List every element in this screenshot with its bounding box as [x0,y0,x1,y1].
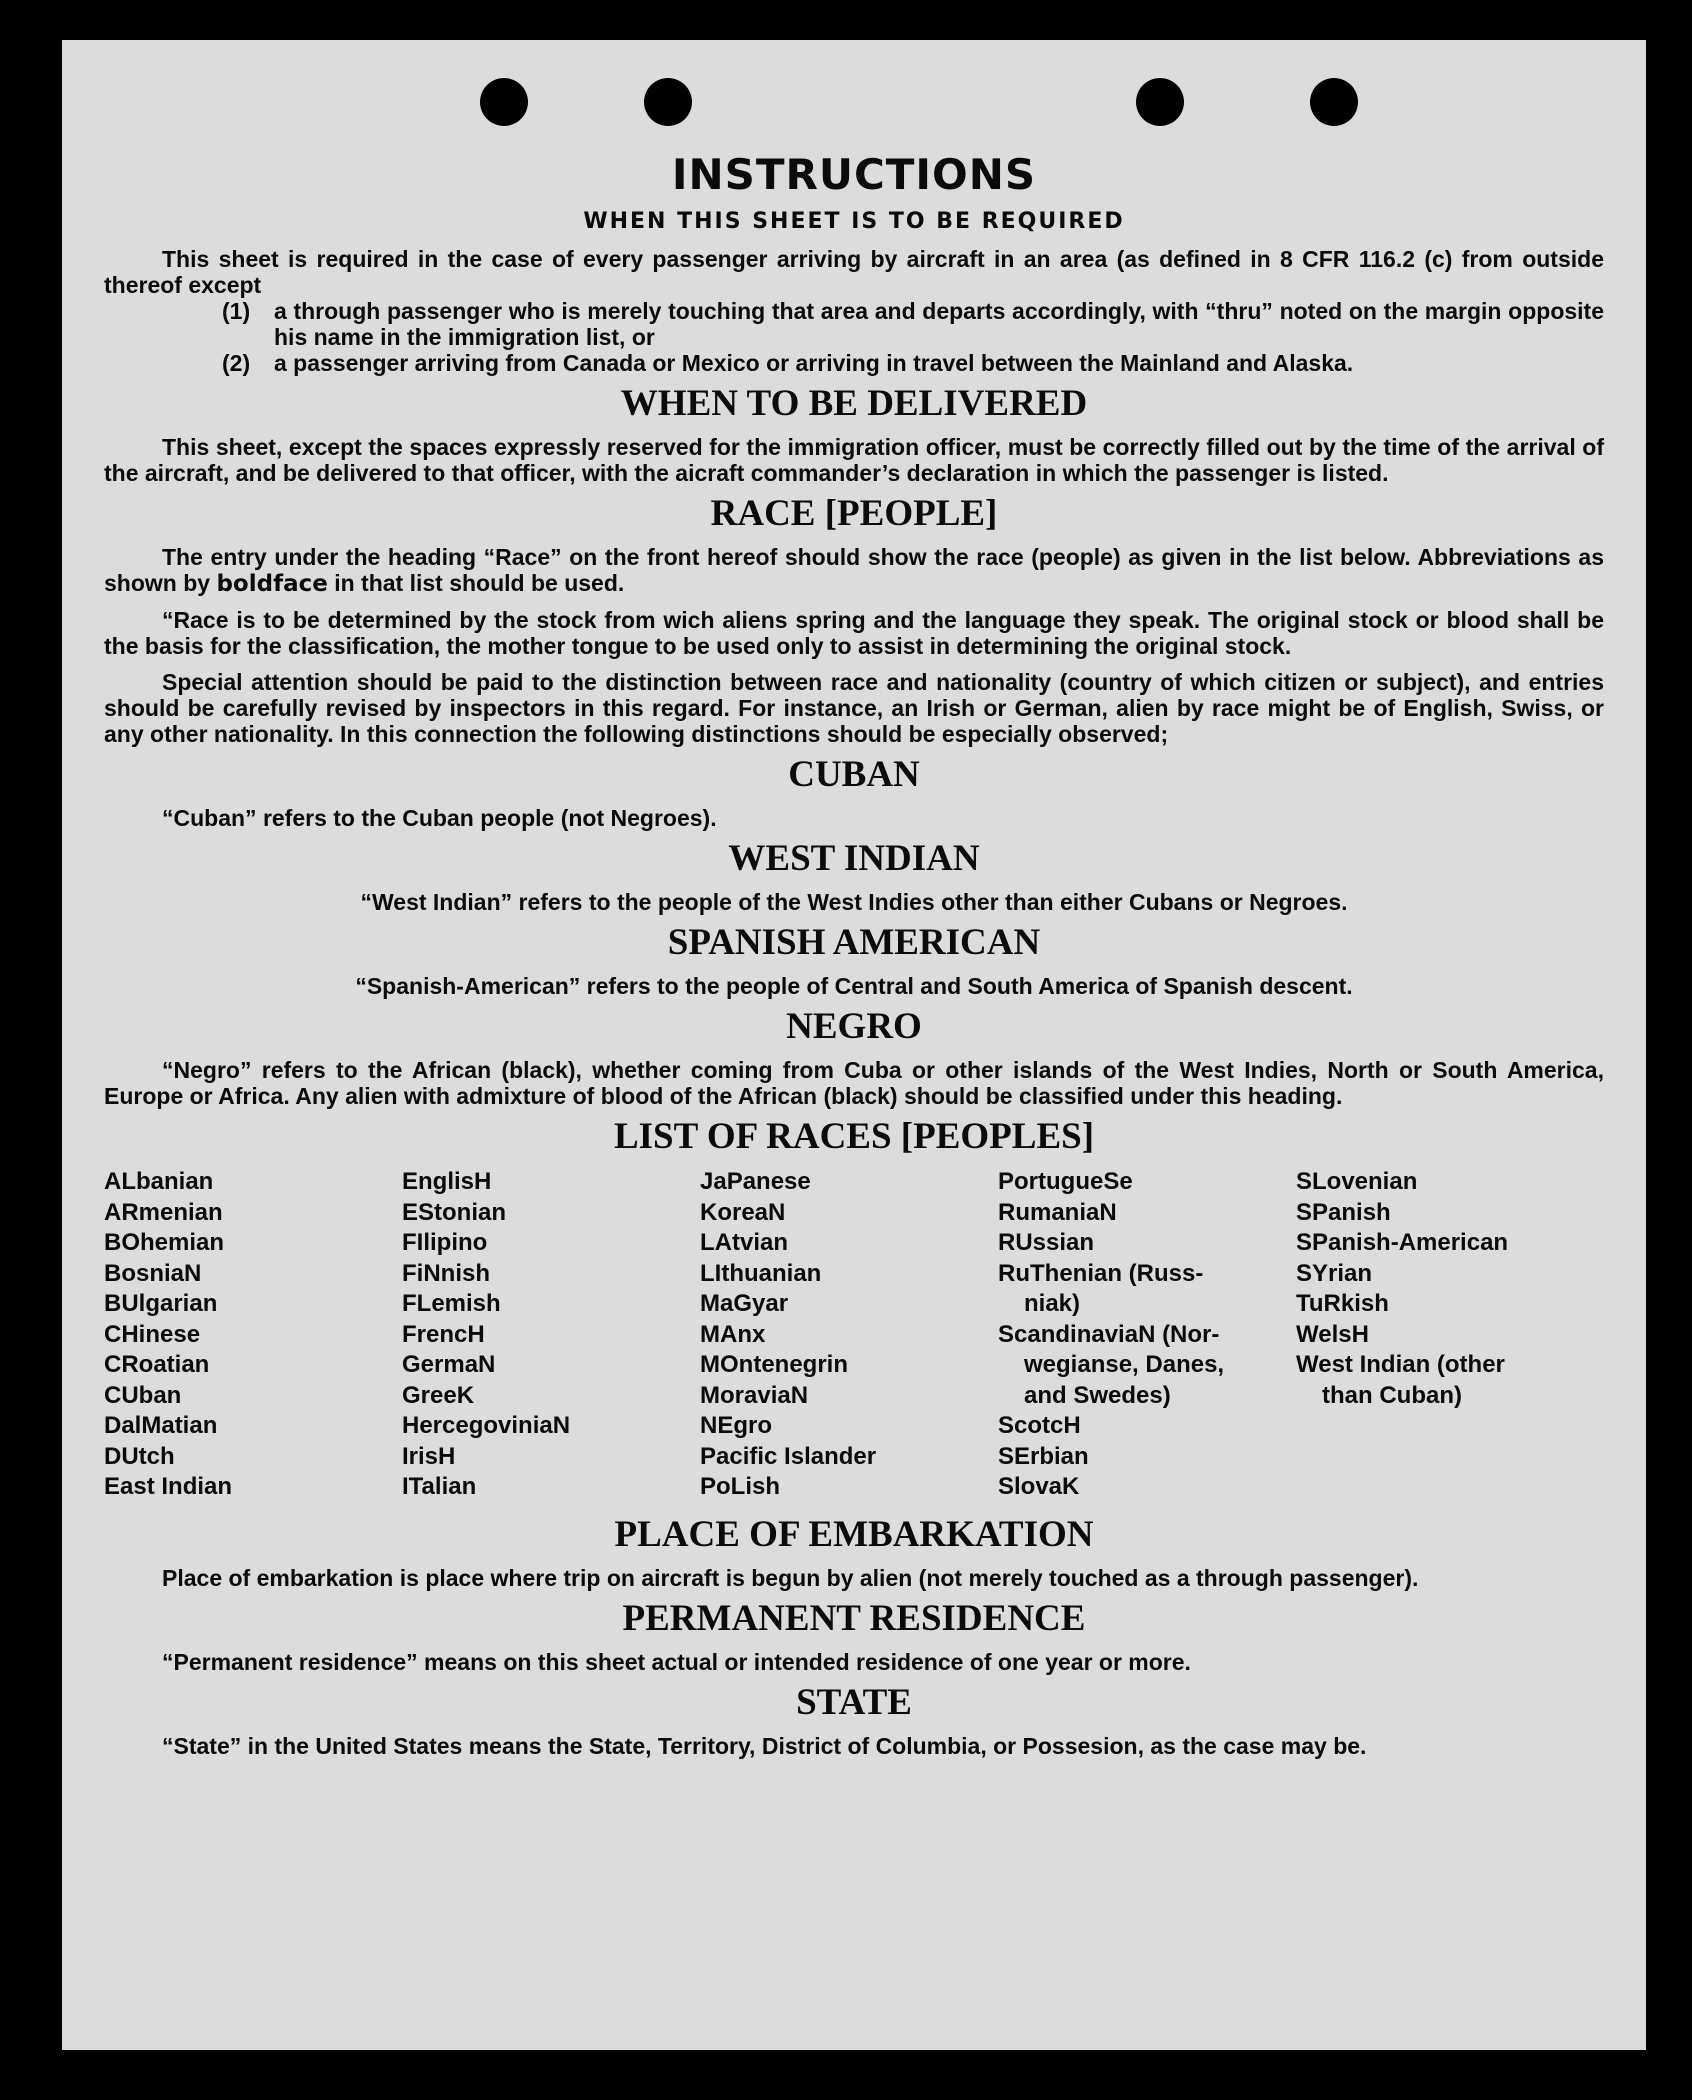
race-definition-paragraph: “Race is to be determined by the stock from wich aliens spring and the language they speak. The original stock or blood shall be the basis for the classification, the mother tongue to be used only to assist in determining the original stock. [104,607,1604,659]
exception-number: (1) [222,298,251,324]
spanish-american-heading: SPANISH AMERICAN [667,922,1041,963]
race-item: FIlipino [402,1229,488,1256]
race-item: FLemish [402,1290,501,1317]
race-item: Pacific Islander [700,1442,877,1470]
punch-hole [644,78,692,126]
race-list [104,1167,1604,1503]
race-item: CUban [104,1381,182,1409]
race-item: ITalian [402,1473,477,1500]
race-item: NEgro [700,1412,772,1439]
race-item: than Cuban) [1322,1381,1462,1409]
race-item: WelsH [1296,1320,1369,1348]
spanish-american-text: “Spanish-American” refers to the people of Central and South America of Spanish descent. [355,973,1353,999]
punch-hole [1310,78,1358,126]
punch-hole [480,78,528,126]
embarkation-text: Place of embarkation is place where trip on aircraft is begun by alien (not merely touched as a through passenger). [162,1564,1419,1591]
exception-number: (2) [222,350,251,376]
exception-text: a passenger arriving from Canada or Mexico or arriving in travel between the Mainland and Alaska. [274,350,1354,376]
page-subtitle: WHEN THIS SHEET IS TO BE REQUIRED [583,209,1125,234]
race-item: SYrian [1296,1259,1373,1287]
race-column [402,1167,700,1503]
cuban-heading: CUBAN [788,754,920,795]
race-column [998,1167,1296,1503]
race-item: KoreaN [700,1198,786,1226]
race-column [700,1167,998,1503]
race-item: SErbian [998,1442,1089,1470]
race-item: SPanish [1296,1198,1391,1226]
race-item: IrisH [402,1442,456,1470]
state-text: “State” in the United States means the State, Territory, District of Columbia, or Possesion, as the case may be. [162,1732,1367,1759]
race-item: MAnx [700,1320,766,1348]
race-item: ARmenian [104,1198,223,1226]
race-item: EnglisH [402,1168,492,1195]
race-item: MoraviaN [700,1381,809,1409]
page-title: INSTRUCTIONS [671,150,1037,199]
race-item: and Swedes) [1024,1381,1171,1409]
race-item: RUssian [998,1229,1095,1256]
race-item: MaGyar [700,1290,789,1317]
document-page [62,40,1646,2050]
delivered-paragraph: This sheet, except the spaces expressly reserved for the immigration officer, must be correctly filled out by the time of the arrival of the aircraft, and be delivered to that officer, with the aicraft commander’s declaration in which the passenger is listed. [104,434,1604,486]
race-item: GermaN [402,1351,496,1378]
race-item: niak) [1024,1290,1081,1317]
west-indian-heading: WEST INDIAN [728,838,980,879]
race-item: ALbanian [104,1168,214,1195]
race-item: HercegoviniaN [402,1412,571,1439]
negro-text: “Negro” refers to the African (black), whether coming from Cuba or other islands of the West Indies, North or South America, Europe or Africa. Any alien with admixture of blood of the African (black) should be classified under this heading. [104,1057,1604,1109]
race-item: EStonian [402,1198,507,1226]
race-item: East Indian [104,1473,233,1500]
race-column [104,1167,402,1503]
embarkation-heading: PLACE OF EMBARKATION [614,1513,1094,1555]
state-heading: STATE [796,1681,912,1723]
race-item: CHinese [104,1320,201,1348]
race-item: LIthuanian [700,1259,822,1287]
delivered-heading: WHEN TO BE DELIVERED [620,383,1088,424]
race-item: SLovenian [1296,1168,1418,1195]
race-item: LAtvian [700,1229,789,1256]
race-item: FrencH [402,1320,485,1348]
race-paragraph: The entry under the heading “Race” on the front hereof should show the race (people) as given in the list below. Abbreviations as shown by boldface in that list should be used. [104,544,1604,597]
race-item: BUlgarian [104,1290,218,1317]
race-item: DalMatian [104,1412,218,1439]
race-item: wegianse, Danes, [1024,1351,1225,1378]
boldface-word: boldface [216,571,328,597]
race-item: ScotcH [998,1412,1081,1439]
race-item: MOntenegrin [700,1351,848,1378]
punch-hole [1136,78,1184,126]
race-nationality-paragraph: Special attention should be paid to the distinction between race and nationality (country of which citizen or subject), and entries should be carefully revised by inspectors in this regard. For instance, an Irish or German, alien by race might be of English, Swiss, or any other nationality. In this connection the following distinctions should be especially observed; [104,669,1604,747]
race-item: GreeK [402,1381,475,1409]
exception-text: a through passenger who is merely touching that area and departs accordingly, with “thru” noted on the margin opposite his name in the immigration list, or [274,298,1604,350]
race-item: TuRkish [1296,1290,1389,1317]
race-item: CRoatian [104,1351,210,1378]
race-item: BOhemian [104,1229,225,1256]
race-item: ScandinaviaN (Nor- [998,1320,1220,1348]
race-heading: RACE [PEOPLE] [710,493,998,534]
race-item: RuThenian (Russ- [998,1259,1204,1287]
residence-text: “Permanent residence” means on this sheet actual or intended residence of one year or more. [162,1648,1191,1675]
race-item: DUtch [104,1442,175,1470]
race-item: RumaniaN [998,1198,1117,1226]
residence-heading: PERMANENT RESIDENCE [622,1597,1086,1639]
race-item: JaPanese [700,1168,811,1195]
exception-item [222,298,1604,350]
race-item: PoLish [700,1473,781,1500]
race-item: PortugueSe [998,1168,1133,1195]
instructions-content [104,150,1604,1759]
race-item: SlovaK [998,1473,1080,1500]
race-column [1296,1167,1594,1503]
race-item: West Indian (other [1296,1351,1505,1378]
negro-heading: NEGRO [786,1006,922,1047]
cuban-text: “Cuban” refers to the Cuban people (not Negroes). [162,805,717,831]
race-item: BosniaN [104,1259,202,1287]
intro-paragraph: This sheet is required in the case of every passenger arriving by aircraft in an area (as defined in 8 CFR 116.2 (c) from outside thereof except [104,246,1604,298]
exception-item [222,350,1604,376]
west-indian-text: “West Indian” refers to the people of the West Indies other than either Cubans or Negroes. [360,889,1348,915]
race-item: SPanish-American [1296,1229,1509,1256]
race-item: FiNnish [402,1259,490,1287]
list-heading: LIST OF RACES [PEOPLES] [613,1116,1095,1157]
